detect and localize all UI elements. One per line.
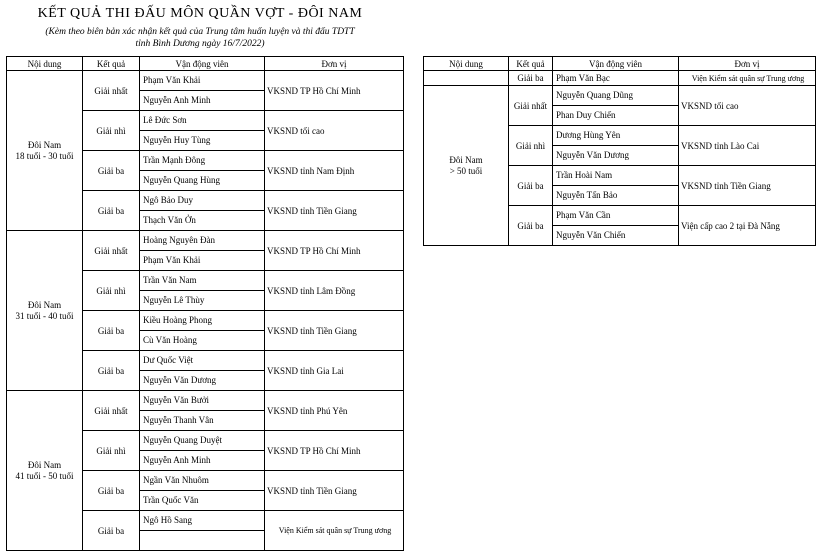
result-cell: Giải ba	[83, 351, 140, 391]
unit-cell: VKSND tối cao	[265, 111, 404, 151]
unit-cell: VKSND tỉnh Tiền Giang	[265, 311, 404, 351]
results-table-right	[423, 56, 816, 246]
player-name: Nguyễn Anh Minh	[143, 95, 211, 105]
result-cell: Giải ba	[83, 191, 140, 231]
result-cell: Giải nhất	[83, 391, 140, 431]
player-name: Phạm Văn Cần	[553, 206, 678, 226]
table-header-row	[7, 57, 404, 71]
player-name: Cù Văn Hoàng	[143, 335, 197, 345]
category-cell	[424, 86, 509, 246]
players-cell	[553, 166, 679, 206]
players-cell	[140, 351, 265, 391]
player-name: Nguyễn Thanh Vân	[143, 415, 214, 425]
category-cell	[7, 231, 83, 391]
unit-cell: VKSND TP Hồ Chí Minh	[265, 71, 404, 111]
result-cell: Giải nhì	[83, 271, 140, 311]
player-name: Nguyễn Văn Dương	[556, 150, 629, 160]
players-cell	[140, 391, 265, 431]
subtitle-line-1: (Kèm theo biên bản xác nhận kết quả của Trung tâm huấn luyện và thi đấu TDTT	[45, 27, 355, 37]
player-name: Ngô Bảo Duy	[140, 191, 264, 211]
players-cell	[140, 471, 265, 511]
players-cell	[553, 126, 679, 166]
unit-cell: VKSND tỉnh Nam Định	[265, 151, 404, 191]
result-cell: Giải nhì	[83, 431, 140, 471]
player-name: Hoàng Nguyên Đàn	[140, 231, 264, 251]
unit-cell: VKSND TP Hồ Chí Minh	[265, 431, 404, 471]
players-cell	[140, 151, 265, 191]
player-name: Dư Quốc Việt	[140, 351, 264, 371]
result-cell: Giải nhì	[509, 126, 553, 166]
player-name: Lê Đức Sơn	[140, 111, 264, 131]
player-name: Ngần Văn Nhuôm	[140, 471, 264, 491]
players-cell	[140, 231, 265, 271]
header-don-vi: Đơn vị	[265, 57, 404, 71]
player-name: Nguyễn Văn Chiến	[556, 230, 626, 240]
header-van-dong-vien: Vận động viên	[553, 57, 679, 71]
header-noi-dung: Nội dung	[7, 57, 83, 71]
players-cell	[553, 71, 679, 86]
players-cell	[140, 431, 265, 471]
header-don-vi: Đơn vị	[679, 57, 816, 71]
category-age: 31 tuổi - 40 tuổi	[15, 310, 74, 321]
category-name: Đôi Nam	[27, 139, 62, 150]
player-name: Nguyễn Văn Bưởi	[140, 391, 264, 411]
player-name: Nguyễn Văn Dương	[143, 375, 216, 385]
result-cell: Giải ba	[83, 311, 140, 351]
player-name: Nguyễn Tấn Bảo	[556, 190, 618, 200]
document-subtitle	[40, 26, 360, 50]
table-row	[7, 71, 404, 111]
table-row	[424, 71, 816, 86]
player-name: Trần Văn Nam	[140, 271, 264, 291]
result-cell: Giải ba	[509, 166, 553, 206]
category-cell	[7, 71, 83, 231]
table-header-row	[424, 57, 816, 71]
category-cell-empty	[424, 71, 509, 86]
category-age: 41 tuổi - 50 tuổi	[15, 470, 74, 481]
player-name: Thạch Văn Ởn	[143, 215, 196, 225]
player-name: Trần Quốc Văn	[143, 495, 199, 505]
player-name: Nguyễn Quang Hùng	[143, 175, 220, 185]
unit-cell: Viện Kiểm sát quân sự Trung ương	[265, 511, 404, 551]
result-cell: Giải nhì	[83, 111, 140, 151]
unit-cell: VKSND tỉnh Tiền Giang	[679, 166, 816, 206]
player-name: Phạm Văn Khải	[140, 71, 264, 91]
player-name: Trần Hoài Nam	[553, 166, 678, 186]
category-name: Đôi Nam	[449, 154, 483, 165]
players-cell	[140, 311, 265, 351]
player-name: Dương Hùng Yên	[553, 126, 678, 146]
result-cell: Giải ba	[509, 71, 553, 86]
player-name	[140, 531, 264, 550]
result-cell: Giải nhất	[83, 231, 140, 271]
category-name: Đôi Nam	[27, 299, 62, 310]
player-name: Nguyễn Anh Minh	[143, 455, 211, 465]
result-cell: Giải nhất	[509, 86, 553, 126]
table-row	[7, 391, 404, 431]
unit-cell: VKSND tỉnh Gia Lai	[265, 351, 404, 391]
result-cell: Giải nhất	[83, 71, 140, 111]
table-row	[7, 231, 404, 271]
result-cell: Giải ba	[83, 511, 140, 551]
players-cell	[140, 271, 265, 311]
result-cell: Giải ba	[83, 471, 140, 511]
player-name: Nguyễn Lê Thùy	[143, 295, 205, 305]
player-name: Trần Mạnh Đông	[140, 151, 264, 171]
table-row	[424, 86, 816, 126]
player-name: Ngô Hồ Sang	[140, 511, 264, 531]
player-name: Phạm Văn Khải	[143, 255, 201, 265]
unit-cell: VKSND tối cao	[679, 86, 816, 126]
player-name: Nguyễn Quang Duyệt	[140, 431, 264, 451]
players-cell	[140, 191, 265, 231]
unit-cell: VKSND tỉnh Phú Yên	[265, 391, 404, 431]
unit-cell: Viện Kiểm sát quân sự Trung ương	[679, 71, 816, 86]
header-ket-qua: Kết quả	[83, 57, 140, 71]
players-cell	[140, 71, 265, 111]
subtitle-line-2: tỉnh Bình Dương ngày 16/7/2022)	[135, 39, 265, 49]
player-name: Kiều Hoàng Phong	[140, 311, 264, 331]
players-cell	[553, 206, 679, 246]
unit-cell: VKSND tỉnh Tiền Giang	[265, 191, 404, 231]
result-cell: Giải ba	[509, 206, 553, 246]
result-cell: Giải ba	[83, 151, 140, 191]
header-ket-qua: Kết quả	[509, 57, 553, 71]
player-name: Nguyễn Huy Tùng	[143, 135, 211, 145]
unit-cell: VKSND tỉnh Lâm Đồng	[265, 271, 404, 311]
players-cell	[553, 86, 679, 126]
header-van-dong-vien: Vận động viên	[140, 57, 265, 71]
player-name: Phạm Văn Bạc	[556, 73, 610, 83]
player-name: Nguyễn Quang Dũng	[553, 86, 678, 106]
players-cell	[140, 111, 265, 151]
unit-cell: VKSND tỉnh Tiền Giang	[265, 471, 404, 511]
category-age: 18 tuổi - 30 tuổi	[15, 150, 74, 161]
category-name: Đôi Nam	[27, 459, 62, 470]
unit-cell: VKSND TP Hồ Chí Minh	[265, 231, 404, 271]
unit-cell: VKSND tỉnh Lào Cai	[679, 126, 816, 166]
category-age: > 50 tuổi	[449, 165, 483, 176]
category-cell	[7, 391, 83, 551]
results-table-left	[6, 56, 404, 551]
document-title: KẾT QUẢ THI ĐẤU MÔN QUẦN VỢT - ĐÔI NAM	[37, 6, 363, 21]
header-noi-dung: Nội dung	[424, 57, 509, 71]
player-name: Phan Duy Chiến	[556, 110, 616, 120]
unit-cell: Viện cấp cao 2 tại Đà Nẵng	[679, 206, 816, 246]
